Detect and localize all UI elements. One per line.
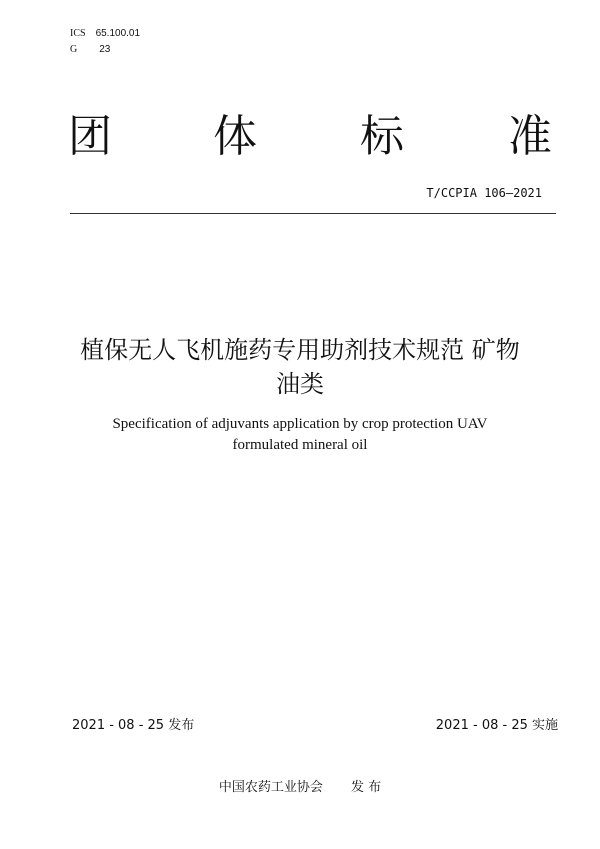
english-title-line2: formulated mineral oil xyxy=(232,437,368,453)
chinese-title-line2: 油类 xyxy=(276,370,324,398)
ics-value: 65.100.01 xyxy=(95,28,141,39)
standard-number: T/CCPIA 106—2021 xyxy=(426,186,542,200)
publisher-name: 中国农药工业协会 xyxy=(218,780,323,795)
issue-date: 2021 - 08 - 25 发布 xyxy=(72,718,195,733)
standard-type-char: 体 xyxy=(213,111,257,162)
english-title-line1: Specification of adjuvants application by crop protection UAV xyxy=(112,416,488,432)
publish-label: 发 布 xyxy=(350,780,382,795)
chinese-title-line1: 植保无人飞机施药专用助剂技术规范 矿物 xyxy=(80,336,520,364)
header-divider xyxy=(70,213,556,214)
standard-type-char: 团 xyxy=(68,111,112,162)
ccs-value: 23 xyxy=(99,44,111,55)
ccs-label: G xyxy=(70,44,78,55)
standard-type-char: 准 xyxy=(508,111,552,162)
ics-label: ICS xyxy=(70,28,86,39)
implement-date: 2021 - 08 - 25 实施 xyxy=(435,718,558,733)
ccs-code xyxy=(70,44,110,55)
ics-code xyxy=(70,28,140,39)
standard-type-char: 标 xyxy=(360,111,404,162)
publisher xyxy=(0,776,600,795)
